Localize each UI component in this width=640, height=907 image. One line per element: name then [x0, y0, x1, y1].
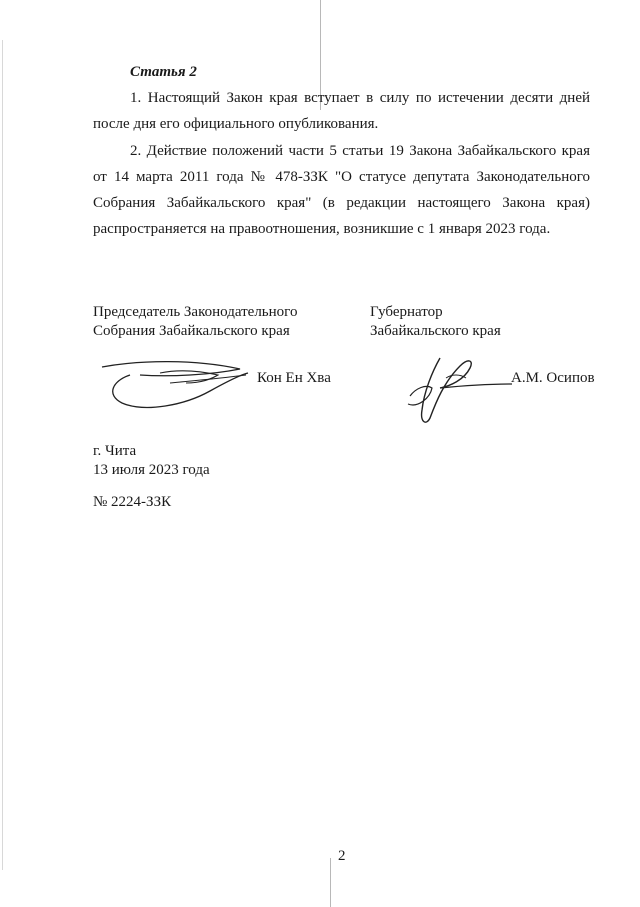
signatory-left-position [93, 303, 297, 341]
paragraph-2: 2. Действие положений части 5 статьи 19 Закона Забайкальского края от 14 марта 2011 года № 478-ЗЗК "О статусе депутата Законодательного Собрания Забайкальского края" (в редакции настоящего Закона края) распространяется на правоотношения, возникшие с 1 января 2023 года. [93, 143, 590, 237]
scan-edge-left [2, 40, 3, 870]
page-number: 2 [338, 848, 346, 864]
signatory-left-name: Кон Ен Хва [257, 370, 331, 386]
signatory-left-position-line1: Председатель Законодательного [93, 304, 298, 320]
signatory-right-position [370, 303, 501, 341]
signatory-right-name: А.М. Осипов [511, 370, 595, 386]
law-number: № 2224-ЗЗК [93, 494, 172, 510]
place: г. Чита [93, 443, 137, 459]
signature-right-image [400, 352, 545, 432]
article-title: Статья 2 [130, 64, 197, 80]
signatory-left-position-line2: Собрания Забайкальского края [93, 323, 290, 339]
signatory-right-position-line1: Губернатор [370, 304, 443, 320]
date: 13 июля 2023 года [93, 462, 210, 478]
scan-fold-line-lower [330, 858, 331, 907]
signatory-right-position-line2: Забайкальского края [370, 323, 501, 339]
signature-left-image [100, 355, 250, 415]
place-and-date [93, 442, 210, 480]
paragraph-1: 1. Настоящий Закон края вступает в силу по истечении десяти дней после дня его официального опубликования. [93, 90, 590, 132]
